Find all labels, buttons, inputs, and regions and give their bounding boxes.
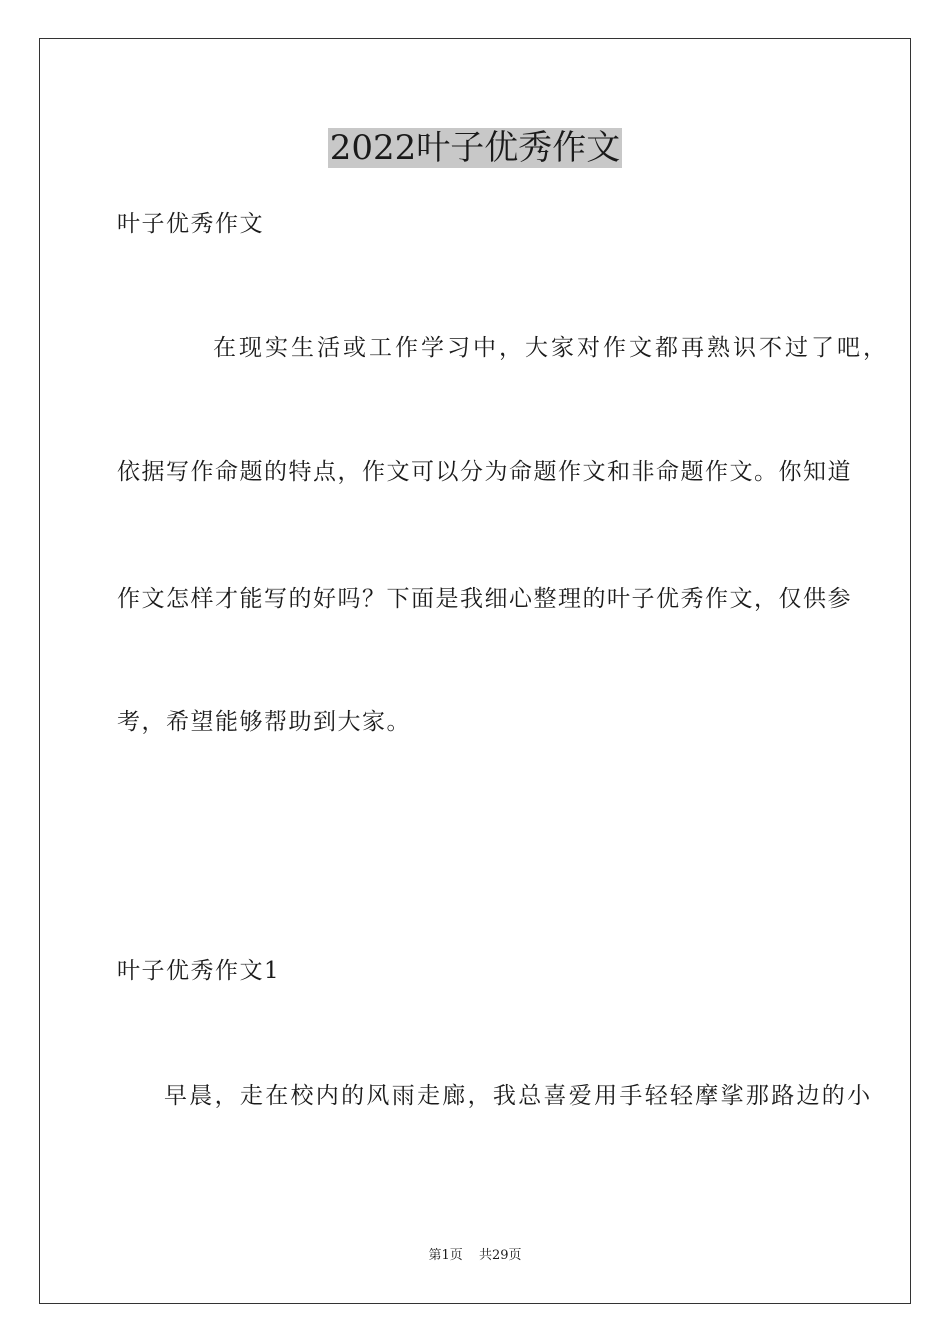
paragraph-line: 早晨，走在校内的风雨走廊，我总喜爱用手轻轻摩挲那路边的小 bbox=[164, 1083, 873, 1109]
paragraph-line: 考，希望能够帮助到大家。 bbox=[117, 709, 411, 735]
document-title-text: 2022叶子优秀作文 bbox=[329, 128, 621, 168]
document-title bbox=[0, 126, 950, 170]
paragraph-line: 在现实生活或工作学习中，大家对作文都再熟识不过了吧， bbox=[213, 335, 889, 361]
paragraph-line: 依据写作命题的特点，作文可以分为命题作文和非命题作文。你知道 bbox=[117, 459, 852, 485]
page-number: 第1页 bbox=[428, 1248, 463, 1263]
page-total: 共29页 bbox=[478, 1248, 522, 1263]
section-heading: 叶子优秀作文1 bbox=[117, 958, 281, 984]
section-heading: 叶子优秀作文 bbox=[117, 211, 264, 237]
paragraph-line: 作文怎样才能写的好吗？下面是我细心整理的叶子优秀作文，仅供参 bbox=[117, 586, 852, 612]
page-footer bbox=[0, 1247, 950, 1265]
